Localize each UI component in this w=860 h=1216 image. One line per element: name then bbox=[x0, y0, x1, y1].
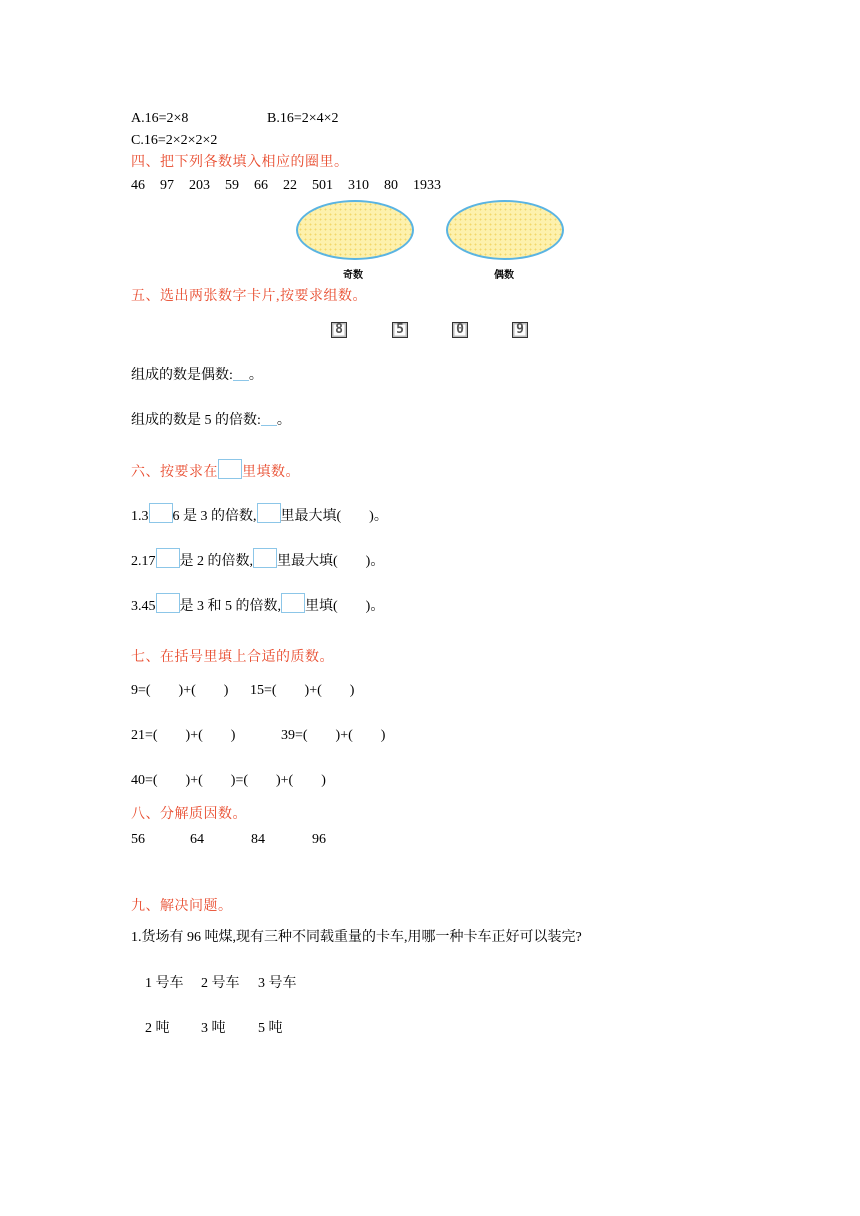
question-text: 6 是 3 的倍数, bbox=[172, 509, 257, 524]
even-number-question bbox=[131, 367, 263, 385]
answer-blank[interactable] bbox=[233, 368, 249, 381]
answer-box[interactable] bbox=[156, 548, 180, 568]
question-6-3 bbox=[131, 593, 384, 616]
equation: 40=( )+( )=( )+( ) bbox=[131, 773, 326, 788]
number-item: 203 bbox=[189, 178, 210, 193]
digit-card[interactable]: 0 bbox=[452, 322, 468, 338]
truck-label: 3 号车 bbox=[258, 976, 297, 991]
equation: 39=( )+( ) bbox=[281, 728, 386, 743]
section-6-heading bbox=[131, 459, 300, 482]
answer-box[interactable] bbox=[149, 503, 173, 523]
even-number-circle[interactable] bbox=[446, 200, 564, 260]
truck-label: 1 号车 bbox=[145, 976, 184, 991]
number-item: 80 bbox=[384, 178, 398, 193]
number-item: 84 bbox=[251, 832, 265, 847]
number-item: 22 bbox=[283, 178, 297, 193]
question-text: 里最大填( )。 bbox=[280, 509, 388, 524]
box-icon bbox=[253, 548, 277, 568]
heading-text: 里填数。 bbox=[242, 465, 300, 480]
question-text: 组成的数是 5 的倍数: bbox=[131, 413, 261, 428]
section-7-heading: 七、在括号里填上合适的质数。 bbox=[131, 650, 334, 665]
period: 。 bbox=[276, 413, 291, 428]
number-list bbox=[131, 177, 441, 195]
number-item: 46 bbox=[131, 178, 145, 193]
truck-label: 2 号车 bbox=[201, 976, 240, 991]
truck-load: 2 吨 bbox=[145, 1021, 170, 1036]
number-item: 1933 bbox=[413, 178, 441, 193]
problem-text: 1.货场有 96 吨煤,现有三种不同载重量的卡车,用哪一种卡车正好可以装完? bbox=[131, 930, 582, 945]
odd-number-circle[interactable] bbox=[296, 200, 414, 260]
equation: 15=( )+( ) bbox=[250, 683, 355, 698]
number-item: 97 bbox=[160, 178, 174, 193]
even-label: 偶数 bbox=[494, 270, 514, 281]
digit-card[interactable]: 5 bbox=[392, 322, 408, 338]
period: 。 bbox=[248, 368, 263, 383]
number-item: 66 bbox=[254, 178, 268, 193]
equation: 21=( )+( ) bbox=[131, 728, 236, 743]
question-text: 是 2 的倍数, bbox=[179, 554, 253, 569]
box-icon bbox=[218, 459, 242, 479]
choice-c: C.16=2×2×2×2 bbox=[131, 133, 218, 148]
truck-load: 3 吨 bbox=[201, 1021, 226, 1036]
number-item: 56 bbox=[131, 832, 145, 847]
question-text: 里填( )。 bbox=[305, 599, 385, 614]
odd-label: 奇数 bbox=[343, 270, 363, 281]
answer-box[interactable] bbox=[156, 593, 180, 613]
number-item: 64 bbox=[190, 832, 204, 847]
question-6-1 bbox=[131, 503, 388, 526]
choice-b: B.16=2×4×2 bbox=[267, 111, 339, 126]
section-5-heading: 五、选出两张数字卡片,按要求组数。 bbox=[131, 289, 367, 304]
truck-load: 5 吨 bbox=[258, 1021, 283, 1036]
equation: 9=( )+( ) bbox=[131, 683, 229, 698]
number-item: 310 bbox=[348, 178, 369, 193]
question-text: 是 3 和 5 的倍数, bbox=[179, 599, 281, 614]
multiple-of-5-question bbox=[131, 412, 291, 430]
question-text: 1.3 bbox=[131, 509, 149, 524]
choice-a: A.16=2×8 bbox=[131, 111, 189, 126]
number-item: 59 bbox=[225, 178, 239, 193]
digit-card[interactable]: 8 bbox=[331, 322, 347, 338]
number-item: 501 bbox=[312, 178, 333, 193]
section-9-heading: 九、解决问题。 bbox=[131, 899, 233, 914]
section-8-heading: 八、分解质因数。 bbox=[131, 807, 247, 822]
question-text: 组成的数是偶数: bbox=[131, 368, 233, 383]
box-icon bbox=[281, 593, 305, 613]
answer-blank[interactable] bbox=[261, 413, 277, 426]
question-text: 3.45 bbox=[131, 599, 156, 614]
section-4-heading: 四、把下列各数填入相应的圈里。 bbox=[131, 155, 349, 170]
question-text: 2.17 bbox=[131, 554, 156, 569]
digit-card[interactable]: 9 bbox=[512, 322, 528, 338]
question-6-2 bbox=[131, 548, 384, 571]
box-icon bbox=[257, 503, 281, 523]
heading-text: 六、按要求在 bbox=[131, 465, 218, 480]
question-text: 里最大填( )。 bbox=[277, 554, 385, 569]
number-item: 96 bbox=[312, 832, 326, 847]
